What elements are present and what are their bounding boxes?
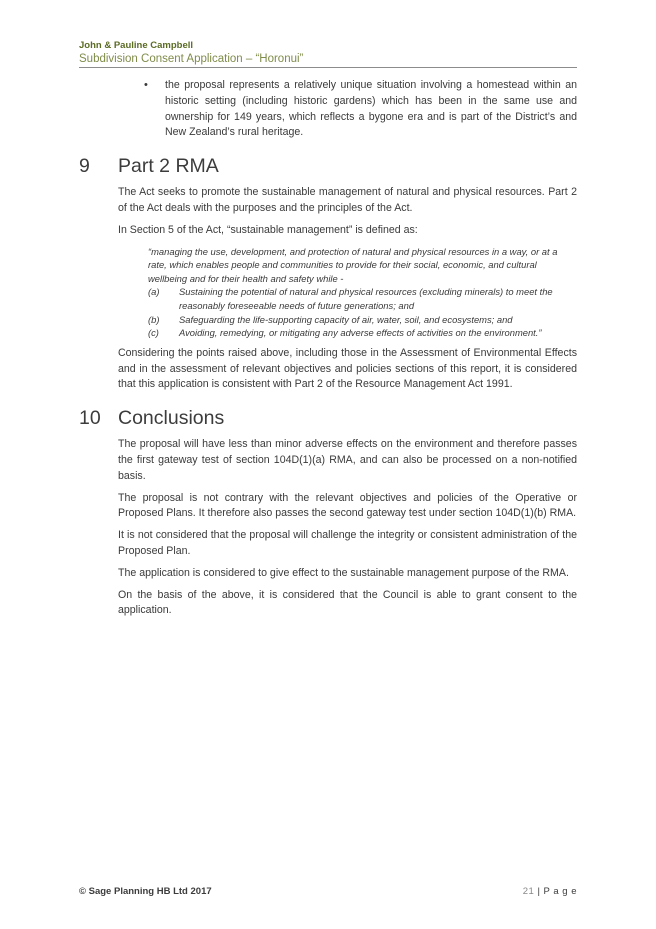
footer-copyright: © Sage Planning HB Ltd 2017 [79,886,212,897]
section-number: 10 [79,407,101,430]
paragraph: The application is considered to give effect to the sustainable management purpose of the RMA. [118,566,569,579]
page-label: | P a g e [537,886,577,897]
quote-item [148,313,578,327]
bullet-text: the proposal represents a relatively unique situation involving a homestead within an historic setting (including historic gardens) which has been in the same use and ownership for 149 years, which reflects a bygone era and is part of the District’s and New Zealand’s rural heritage. [165,79,577,139]
section-title: Part 2 RMA [118,155,219,178]
quote-item-marker: (c) [148,327,159,339]
quote-intro: “managing the use, development, and protection of natural and physical resources in a way, or at a rate, which enables people and communities to provide for their social, economic, and cultural wellbeing and for their health and safety while - [148,245,558,284]
footer-page [523,886,577,897]
quote-block [148,245,578,340]
header-subtitle: Subdivision Consent Application – “Horonui” [79,53,304,65]
paragraph: It is not considered that the proposal will challenge the integrity or consistent administration of the Proposed Plan. [118,529,577,557]
header-divider [79,67,577,68]
paragraph: In Section 5 of the Act, “sustainable management” is defined as: [118,223,418,236]
header-author: John & Pauline Campbell [79,40,194,51]
paragraph: Considering the points raised above, including those in the Assessment of Environmental Effects and in the assessment of relevant objectives and policies sections of this report, it is considered that this application is consistent with Part 2 of the Resource Management Act 1991. [118,346,577,391]
quote-item-marker: (b) [148,313,160,325]
quote-item-text: Safeguarding the life-supporting capacity of air, water, soil, and ecosystems; and [179,313,513,325]
paragraph: On the basis of the above, it is considered that the Council is able to grant consent to the application. [118,588,577,617]
quote-item-text: Avoiding, remedying, or mitigating any adverse effects of activities on the environment.” [179,327,542,339]
bullet-icon: • [144,79,148,91]
quote-item-marker: (a) [148,286,160,298]
page-number: 21 [522,886,535,897]
section-title: Conclusions [118,407,225,430]
paragraph: The Act seeks to promote the sustainable management of natural and physical resources. Part 2 of the Act deals with the purposes and the principles of the Act. [118,186,577,214]
quote-item [148,326,578,340]
section-number: 9 [79,155,90,178]
section-9-heading [0,153,656,179]
paragraph: The proposal is not contrary with the relevant objectives and policies of the Operative or Proposed Plans. It therefore also passes the second gateway test under section 104D(1)(b) RMA. [118,491,577,520]
bullet-item [144,78,577,141]
page-header [79,40,577,66]
quote-item-text: Sustaining the potential of natural and physical resources (excluding minerals) to meet the reasonably foreseeable needs of future generations; and [179,286,553,311]
section-10-heading [0,405,656,431]
paragraph: The proposal will have less than minor adverse effects on the environment and therefore passes the first gateway test of section 104D(1)(a) RMA, and can also be processed on a non-notified basis. [118,438,577,482]
quote-item [148,285,578,312]
document-body [0,78,656,619]
